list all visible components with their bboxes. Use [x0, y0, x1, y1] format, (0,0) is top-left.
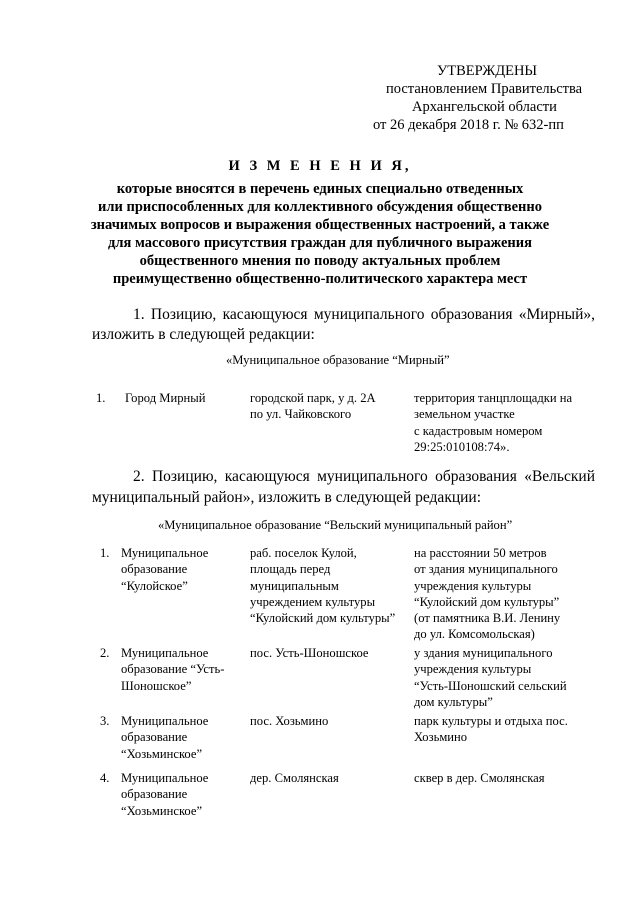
heading-line-2: или приспособленных для коллективного обсуждения общественно: [98, 199, 542, 215]
heading-line-5: общественного мнения по поводу актуальных проблем: [139, 253, 501, 269]
row-municipality: Муниципальное образование “Хозьминское”: [121, 771, 209, 818]
row-place: пос. Усть-Шоношское: [250, 646, 369, 660]
row-number: 4.: [100, 771, 110, 785]
row-city: Город Мирный: [125, 391, 206, 405]
row-description: территория танцплощадки на земельном участке с кадастровым номером 29:25:010108:74».: [414, 391, 573, 454]
row-number: 1.: [100, 546, 110, 560]
approval-line-decree: постановлением Правительства: [386, 81, 583, 97]
row-description: у здания муниципального учреждения культуры “Усть-Шоношский сельский дом культуры”: [414, 646, 567, 709]
row-place: пос. Хозьмино: [250, 714, 329, 728]
section2-paragraph-line2: муниципальный район», изложить в следующей редакции:: [92, 489, 482, 506]
section1-paragraph-line2: изложить в следующей редакции:: [92, 326, 315, 343]
row-number: 2.: [100, 646, 110, 660]
approval-line-date: от 26 декабря 2018 г. № 632-пп: [373, 117, 564, 133]
heading-line-4: для массового присутствия граждан для публичного выражения: [108, 235, 532, 251]
row-municipality: Муниципальное образование “Усть- Шоношское”: [121, 646, 225, 693]
document-title: И З М Е Н Е Н И Я,: [228, 158, 412, 174]
heading-line-6: преимущественно общественно-политического характера мест: [112, 271, 528, 287]
heading-line-3: значимых вопросов и выражения общественных настроений, а также: [90, 217, 550, 233]
heading-line-1: которые вносятся в перечень единых специально отведенных: [116, 181, 524, 197]
approval-title: УТВЕРЖДЕНЫ: [437, 63, 538, 79]
row-description: на расстоянии 50 метров от здания муниципального учреждения культуры “Кулойский дом культуры” (от памятника В.И. Ленину до ул. Комсомольская): [414, 546, 561, 642]
section2-paragraph-line1: 2. Позицию, касающуюся муниципального образования «Вельский: [133, 468, 595, 485]
section1-table-caption: «Муниципальное образование “Мирный”: [226, 353, 450, 367]
row-number: 3.: [100, 714, 110, 728]
row-municipality: Муниципальное образование “Кулойское”: [121, 546, 209, 593]
section2-table-caption: «Муниципальное образование “Вельский муниципальный район”: [158, 518, 513, 532]
row-description: парк культуры и отдыха пос. Хозьмино: [414, 714, 568, 745]
row-place: дер. Смолянская: [250, 771, 339, 785]
row-description: сквер в дер. Смолянская: [414, 771, 545, 785]
row-number: 1.: [96, 391, 106, 405]
approval-line-region: Архангельской области: [412, 99, 557, 115]
row-municipality: Муниципальное образование “Хозьминское”: [121, 714, 209, 761]
row-place: раб. поселок Кулой, площадь перед муниципальным учреждением культуры “Кулойский дом культуры”: [250, 546, 396, 626]
section1-paragraph-line1: 1. Позицию, касающуюся муниципального образования «Мирный»,: [133, 306, 595, 323]
row-place: городской парк, у д. 2А по ул. Чайковского: [250, 391, 376, 422]
